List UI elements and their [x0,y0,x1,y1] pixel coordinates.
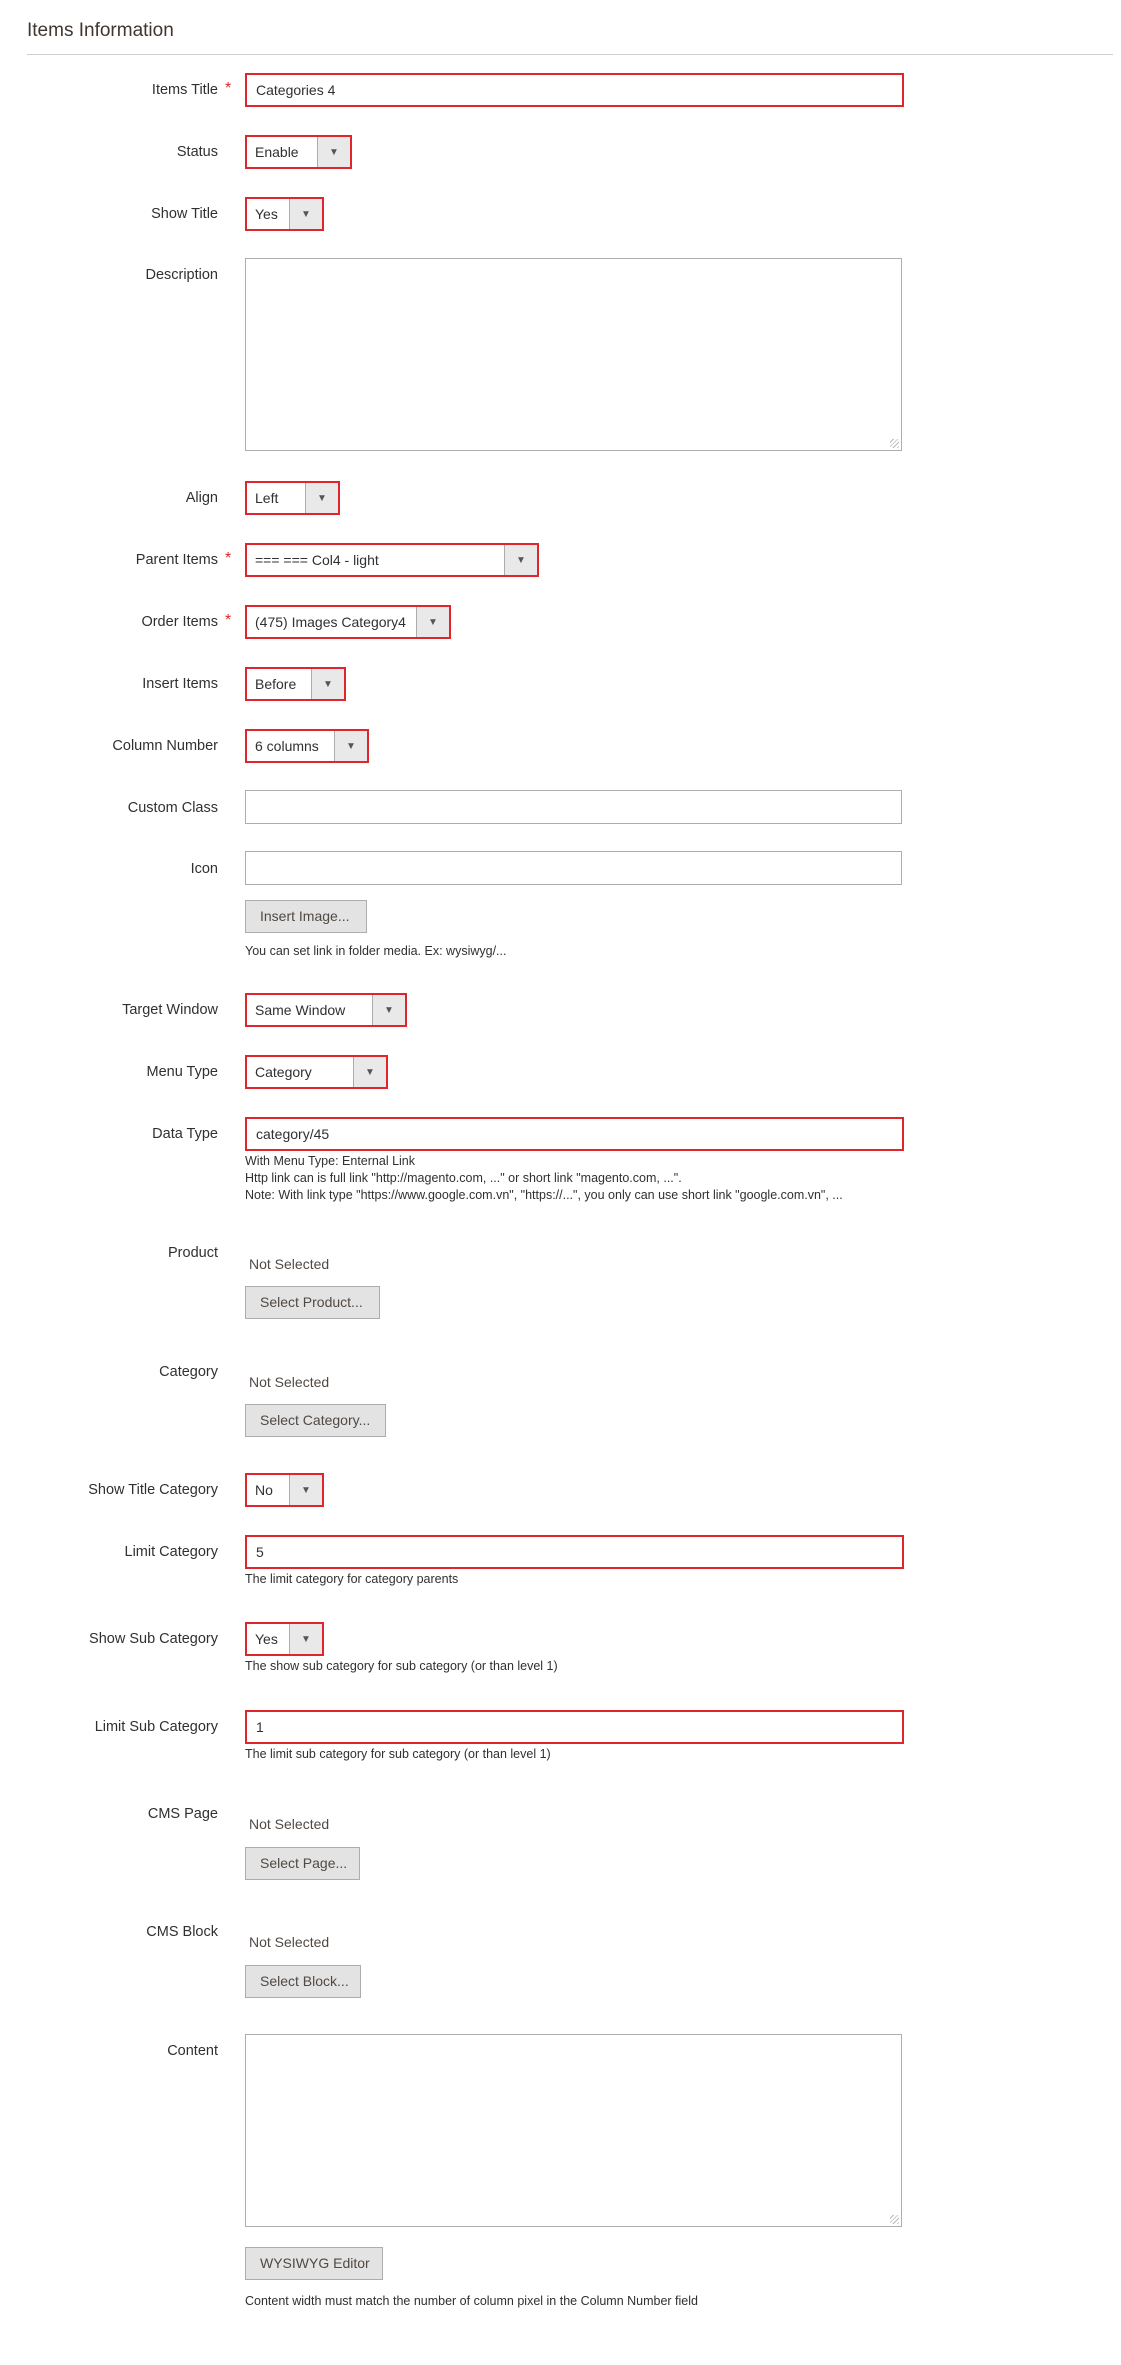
chevron-down-icon: ▼ [504,545,537,575]
custom-class-input[interactable] [245,790,902,824]
column-number-label: Column Number [112,738,218,754]
insert-items-label: Insert Items [142,676,218,692]
limit-sub-category-label: Limit Sub Category [94,1719,218,1735]
show-sub-category-label: Show Sub Category [89,1631,218,1647]
resize-grip-icon[interactable] [890,2215,899,2224]
parent-items-label: Parent Items [135,552,218,568]
icon-label: Icon [190,861,218,877]
icon-input[interactable] [245,851,902,885]
show-title-label: Show Title [151,206,218,222]
section-title: Items Information [27,20,174,41]
category-label: Category [159,1364,218,1380]
custom-class-label: Custom Class [127,800,218,816]
align-label: Align [185,490,218,506]
chevron-down-icon: ▼ [317,137,350,167]
limit-category-note: The limit category for category parents [245,1572,459,1586]
cms-block-label: CMS Block [146,1924,218,1940]
data-type-note-3: Note: With link type "https://www.google.com.vn", "https://...", you only can use short link "google.com.vn", ... [245,1188,843,1202]
menu-type-label: Menu Type [146,1064,218,1080]
select-product-button[interactable]: Select Product... [245,1286,380,1319]
chevron-down-icon: ▼ [311,669,344,699]
order-items-value: (475) Images Category4 [255,614,406,630]
show-sub-category-select[interactable] [245,1622,324,1656]
product-selection: Not Selected [249,1256,330,1272]
parent-items-value: === === Col4 - light [255,552,379,568]
show-title-value: Yes [255,206,278,222]
product-label: Product [168,1245,218,1261]
column-number-select[interactable] [245,729,369,763]
category-selection: Not Selected [249,1374,330,1390]
content-note: Content width must match the number of column pixel in the Column Number field [245,2294,698,2308]
column-number-value: 6 columns [255,738,319,754]
align-value: Left [255,490,279,506]
show-title-select[interactable] [245,197,324,231]
cms-page-label: CMS Page [147,1806,218,1822]
required-marker: * [225,550,232,567]
select-category-button[interactable]: Select Category... [245,1404,386,1437]
cms-block-selection: Not Selected [249,1934,330,1950]
chevron-down-icon: ▼ [289,1624,322,1654]
icon-note: You can set link in folder media. Ex: wysiwyg/... [245,944,507,958]
description-label: Description [145,267,218,283]
data-type-note-2: Http link can is full link "http://magento.com, ..." or short link "magento.com, ...". [245,1171,682,1185]
chevron-down-icon: ▼ [353,1057,386,1087]
required-marker: * [225,612,232,629]
chevron-down-icon: ▼ [289,1475,322,1505]
parent-items-select[interactable] [245,543,539,577]
items-title-input[interactable]: Categories 4 [245,73,904,107]
chevron-down-icon: ▼ [334,731,367,761]
limit-category-input[interactable]: 5 [245,1535,904,1569]
chevron-down-icon: ▼ [372,995,405,1025]
content-label: Content [167,2043,218,2059]
chevron-down-icon: ▼ [305,483,338,513]
resize-grip-icon[interactable] [890,439,899,448]
menu-type-select[interactable] [245,1055,388,1089]
wysiwyg-editor-button[interactable]: WYSIWYG Editor [245,2247,383,2280]
show-title-category-value: No [255,1482,273,1498]
data-type-input[interactable]: category/45 [245,1117,904,1151]
select-block-button[interactable]: Select Block... [245,1965,361,1998]
status-select[interactable] [245,135,352,169]
insert-items-select[interactable] [245,667,346,701]
insert-items-value: Before [255,676,297,692]
section-divider [27,54,1113,55]
data-type-note-1: With Menu Type: Enternal Link [245,1154,415,1168]
status-value: Enable [255,144,299,160]
menu-type-value: Category [255,1064,312,1080]
data-type-label: Data Type [152,1126,218,1142]
select-page-button[interactable]: Select Page... [245,1847,360,1880]
order-items-select[interactable] [245,605,451,639]
target-window-select[interactable] [245,993,407,1027]
insert-image-button[interactable]: Insert Image... [245,900,367,933]
show-sub-category-value: Yes [255,1631,278,1647]
limit-category-label: Limit Category [124,1544,218,1560]
limit-sub-category-input[interactable]: 1 [245,1710,904,1744]
items-title-label: Items Title [151,82,218,98]
required-marker: * [225,80,232,97]
order-items-label: Order Items [141,614,218,630]
status-label: Status [176,144,218,160]
chevron-down-icon: ▼ [289,199,322,229]
target-window-label: Target Window [122,1002,218,1018]
show-title-category-select[interactable] [245,1473,324,1507]
show-title-category-label: Show Title Category [88,1482,218,1498]
content-textarea[interactable] [245,2034,902,2227]
chevron-down-icon: ▼ [416,607,449,637]
cms-page-selection: Not Selected [249,1816,330,1832]
limit-sub-category-note: The limit sub category for sub category (or than level 1) [245,1747,551,1761]
align-select[interactable] [245,481,340,515]
show-sub-category-note: The show sub category for sub category (or than level 1) [245,1659,558,1673]
target-window-value: Same Window [255,1002,346,1018]
description-textarea[interactable] [245,258,902,451]
